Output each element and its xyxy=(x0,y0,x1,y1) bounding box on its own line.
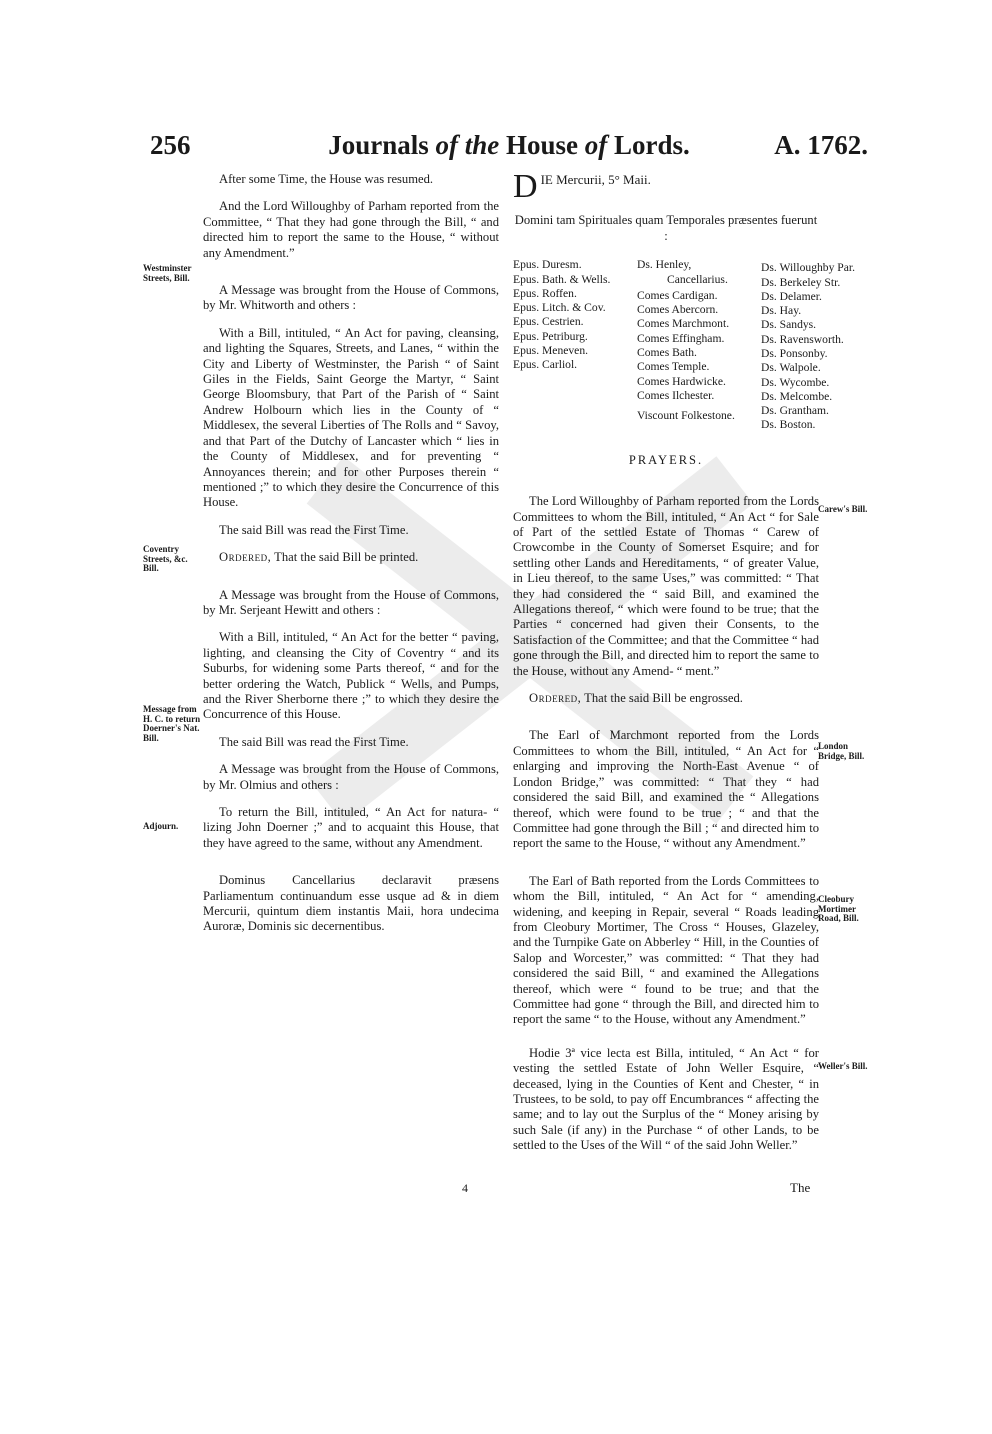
paragraph: A Message was brought from the House of Commons, by Mr. Olmius and others : xyxy=(203,762,499,792)
lord-name: Viscount Folkestone. xyxy=(637,409,735,423)
lord-name: Comes Temple. xyxy=(637,360,710,374)
lord-name: Ds. Willoughby Par. xyxy=(761,261,856,275)
lord-name: Ds. Sandys. xyxy=(761,318,817,332)
lord-name: Ds. Berkeley Str. xyxy=(761,275,841,289)
paragraph: The said Bill was read the First Time. xyxy=(219,522,409,537)
lord-name: Comes Cardigan. xyxy=(637,288,718,302)
paragraph: The Lord Willoughby of Parham reported from the Lords Committees to whom the Bill, intituled, “ An Act “ for Sale of Part of the settled Estate of Thomas “ Carew of Crowcombe in the County of Somerset Esquire; and for settling other Lands and Hereditaments, “ of greater Value, in Lieu thereof, to the same Uses,” was committed: “ That they had considered the “ said Bill, and examined the Allegations thereof, “ which were found to be true; that the Parties “ concerned had given their Consents, to the Satisfaction of the Committee; and that the Committee “ had gone through the Bill, and directed him to report the same to the House, without any Amend- “ ment.” xyxy=(513,494,819,678)
prayers-heading: PRAYERS. xyxy=(628,452,704,467)
lord-name: Ds. Wycombe. xyxy=(761,375,830,389)
lord-name: Epus. Meneven. xyxy=(513,344,589,357)
lord-name: Comes Effingham. xyxy=(637,331,725,345)
date-heading: D IE Mercurii, 5° Maii. xyxy=(513,168,651,205)
paragraph: Ordered, That the said Bill be engrossed. xyxy=(529,691,743,706)
running-title: Journals of the House of Lords. xyxy=(328,130,690,160)
lords-column-earls xyxy=(637,258,755,433)
lord-name: Ds. Walpole. xyxy=(761,361,821,375)
margin-note-weller: Weller's Bill. xyxy=(818,1061,868,1071)
lord-name: Ds. Hay. xyxy=(761,304,802,318)
paragraph: With a Bill, intituled, “ An Act for the better “ paving, lighting, and cleansing the City of Coventry “ and its Suburbs, for widening some Parts thereof, “ and for the better ordering the Watch, Publick “ Wells, and Pumps, and the River Sherborne there ;” to which they desire the Concurrence of this House. xyxy=(203,630,499,722)
page-number: 256 xyxy=(150,130,191,160)
lord-name: Ds. Delamer. xyxy=(761,289,822,303)
lord-name: Ds. Ponsonby. xyxy=(761,347,828,360)
margin-note-cleobury: Cleobury Mortimer Road, Bill. xyxy=(818,894,859,923)
signature-mark: 4 xyxy=(462,1181,468,1195)
margin-note-london-bridge: London Bridge, Bill. xyxy=(818,741,865,761)
lord-name: Ds. Boston. xyxy=(761,418,816,432)
lord-name: Ds. Melcombe. xyxy=(761,389,833,403)
lord-name: Epus. Cestrien. xyxy=(513,315,584,329)
lord-name: Epus. Duresm. xyxy=(513,258,582,272)
paragraph: Hodie 3ª vice lecta est Billa, intituled, “ An Act “ for vesting the settled Estate of John Weller Esquire, “ deceased, lying in the Counties of Kent and Chester, “ in Trustees, to be sold, to pay off Encumbrances “ affecting the same; and to lay out the Surplus of the “ Money arising by such Sale (if any) in the Purchase “ of other Lands, to be settled to the Uses of the Will “ of the said John Weller.” xyxy=(513,1045,819,1153)
paragraph: The said Bill was read the First Time. xyxy=(219,734,409,749)
paragraph: To return the Bill, intituled, “ An Act for natura- “ lizing John Doerner ;” and to acquaint this House, that they have agreed to the same, without any Amendment. xyxy=(203,805,499,850)
paragraph: After some Time, the House was resumed. xyxy=(219,172,434,186)
catchword: The xyxy=(790,1180,811,1195)
lord-name: Comes Hardwicke. xyxy=(637,374,726,388)
paragraph: Ordered, That the said Bill be printed. xyxy=(219,550,419,565)
year-heading: A. 1762. xyxy=(774,130,868,160)
lord-name: Comes Ilchester. xyxy=(637,388,715,402)
margin-note-carew: Carew's Bill. xyxy=(818,504,868,514)
lord-name: Comes Marchmont. xyxy=(637,317,730,331)
lords-present-list xyxy=(513,258,856,433)
margin-note-doerner: Message from H. C. to return Doerner's Nat. Bill. xyxy=(143,704,201,743)
lord-name: Ds. Grantham. xyxy=(761,404,829,418)
paragraph: A Message was brought from the House of Commons, by Mr. Serjeant Hewitt and others : xyxy=(203,587,499,617)
left-column xyxy=(203,172,499,947)
lord-name: Epus. Roffen. xyxy=(513,286,577,300)
paragraph: Dominus Cancellarius declaravit præsens Parliamentum continuandum esse usque ad & in diem Mercurii, quintum diem instantis Maii, hora undecima Auroræ, Dominis sic decernentibus. xyxy=(203,873,499,934)
lords-column-barons xyxy=(761,258,855,433)
paragraph: And the Lord Willoughby of Parham reported from the Committee, “ That they had gone through the Bill, “ and directed him to report the same to the House, “ without any Amendment.” xyxy=(203,199,499,260)
paragraph: The Earl of Bath reported from the Lords Committees to whom the Bill, intituled, “ An Act for “ amending, widening, and keeping in Repair, several “ Roads leading from Cleobury Mortimer, The Cross “ Houses, Glazeley, and the Turnpike Gate on Abberley “ Hill, in the Counties of Salop and Worcester,” was committed: “ That they had considered the said Bill, “ and examined the Allegations thereof, which were “ found to be true; and that the Committee had gone “ through the Bill, and directed him to report the same “ to the House, without any Amendment.” xyxy=(513,873,819,1027)
margin-note-adjourn: Adjourn. xyxy=(143,821,179,831)
lords-column-bishops xyxy=(513,258,631,433)
lord-name: Epus. Litch. & Cov. xyxy=(513,301,606,315)
lord-name: Comes Bath. xyxy=(637,346,697,359)
lord-name: Epus. Bath. & Wells. xyxy=(513,272,611,286)
lord-name: Ds. Ravensworth. xyxy=(761,332,844,346)
lord-name: Epus. Petriburg. xyxy=(513,329,588,343)
margin-note-westminster: Westminster Streets, Bill. xyxy=(143,263,192,283)
lord-name: Epus. Carliol. xyxy=(513,358,578,372)
drop-cap: D xyxy=(513,168,538,205)
margin-note-coventry: Coventry Streets, &c. Bill. xyxy=(143,544,188,573)
page-header xyxy=(150,130,868,164)
lord-name: Ds. Henley, xyxy=(637,258,692,272)
lord-name: Comes Abercorn. xyxy=(637,303,719,317)
lord-name: Cancellarius. xyxy=(667,272,728,286)
paragraph: With a Bill, intituled, “ An Act for paving, cleansing, and lighting the Squares, Streets, and Lanes, “ within the City and Liberty of Westminster, the Parish “ of Saint Giles in the Fields, Saint George the Martyr, “ Saint George Bloomsbury, that Part of the Parish of “ Saint Andrew Holbourn which lies in the County of “ Middlesex, the several Liberties of The Rolls and “ Savoy, and that Part of the Dutchy of Lancaster which “ lies in the County of Middlesex, and for preventing “ Annoyances therein; and for other Purposes therein “ mentioned ;” to which they desire the Concurrence of this House. xyxy=(203,325,499,510)
paragraph: A Message was brought from the House of Commons, by Mr. Whitworth and others : xyxy=(203,283,499,313)
domini-line: Domini tam Spirituales quam Temporales præsentes fuerunt : xyxy=(514,213,818,243)
paragraph: The Earl of Marchmont reported from the Lords Committees to whom the Bill, intituled, “ An Act for “ enlarging and improving the North-East Avenue “ of London Bridge,” was committed: “ That they “ had considered the said Bill, and examined the “ Allegations thereof, which were found to be true ; “ and that the Committee had gone through the Bill ; “ and directed him to report the same to the House, “ without any Amendment.” xyxy=(513,728,819,851)
